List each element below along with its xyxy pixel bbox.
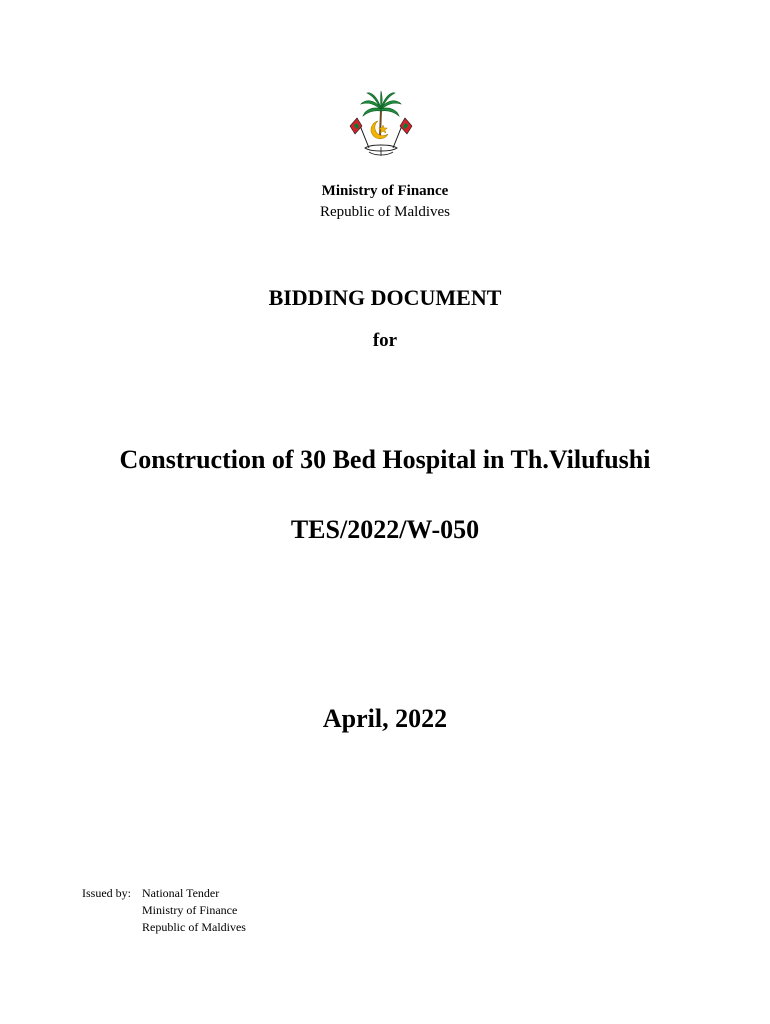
project-name: Construction of 30 Bed Hospital in Th.Vilufushi: [119, 445, 651, 474]
document-date: April, 2022: [322, 704, 448, 733]
ministry-name: Ministry of Finance: [321, 183, 449, 199]
issued-by-line1: National Tender: [142, 886, 220, 900]
tender-number: TES/2022/W-050: [290, 515, 480, 544]
maldives-state-emblem-icon: [347, 90, 415, 160]
issued-by-line2: Ministry of Finance: [142, 903, 238, 917]
document-for-label: for: [372, 330, 398, 351]
issued-by-line3: Republic of Maldives: [142, 920, 246, 934]
issued-by-block: [82, 885, 246, 936]
document-title: BIDDING DOCUMENT: [268, 285, 502, 310]
issued-by-label: Issued by:: [82, 886, 131, 900]
country-name: Republic of Maldives: [320, 204, 450, 220]
